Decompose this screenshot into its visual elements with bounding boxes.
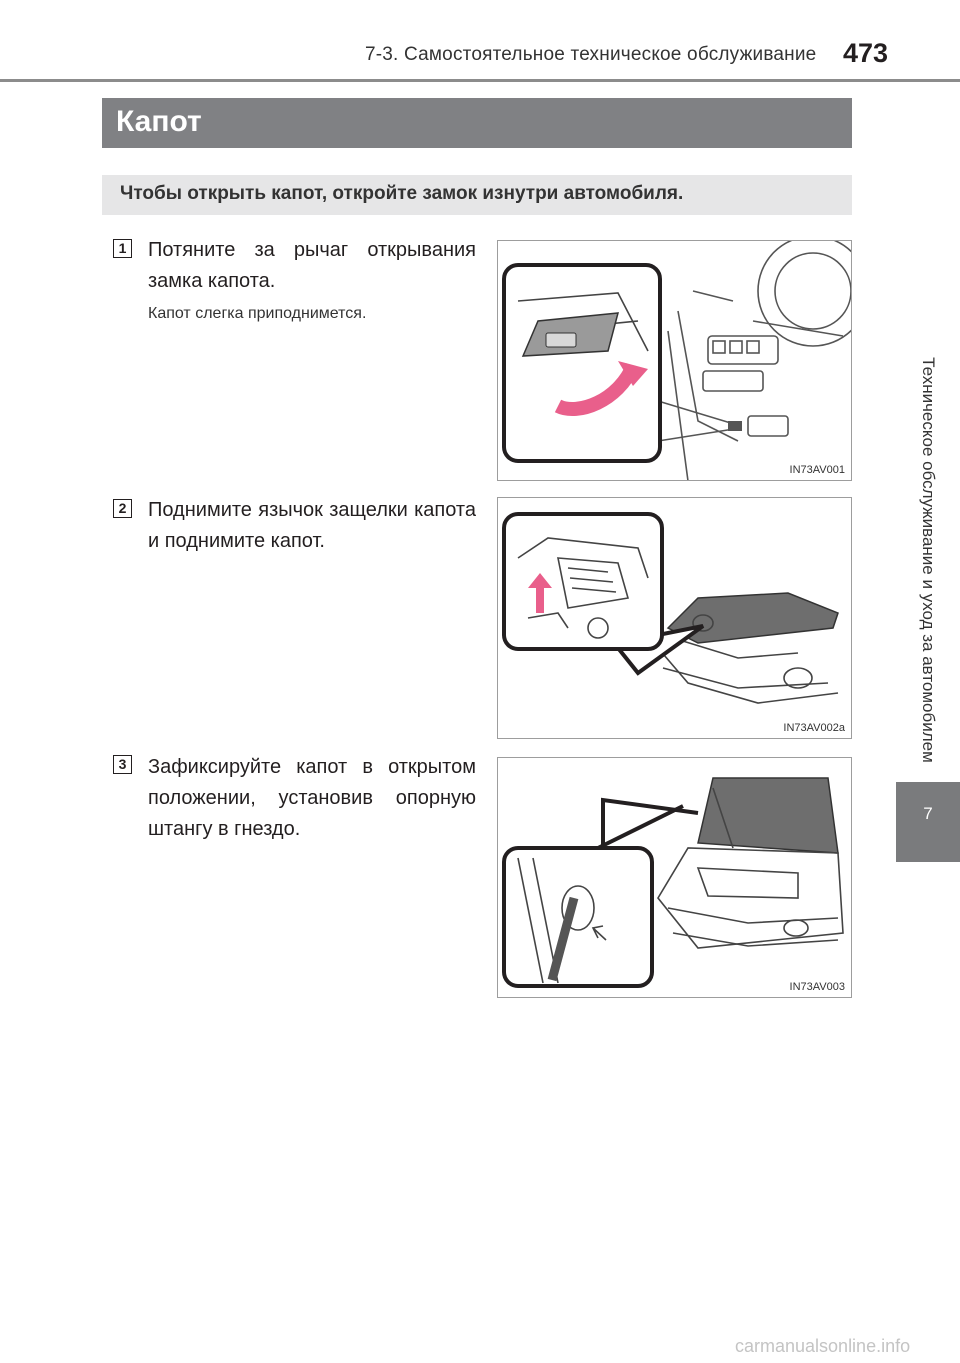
figure-code-3: IN73AV003: [789, 981, 845, 993]
hood-latch-illustration: [498, 498, 852, 739]
header-rule: [0, 79, 960, 82]
step-text-1: Потяните за рычаг открывания замка капота.: [148, 239, 476, 292]
hood-support-rod-illustration: [498, 758, 852, 998]
step-note-1: Капот слегка приподнимется.: [148, 305, 367, 322]
step-number-1: 1: [113, 239, 132, 258]
step-number-3: 3: [113, 755, 132, 774]
watermark: carmanualsonline.info: [735, 1336, 911, 1356]
chapter-side-title: [896, 340, 960, 780]
section-title: Капот: [116, 105, 202, 138]
step-text-3: Зафиксируйте капот в открытом положении, установив опорную штангу в гнездо.: [148, 756, 476, 840]
step-text-2: Поднимите язычок защелки капота и поднимите капот.: [148, 499, 476, 552]
figure-3: [497, 757, 852, 998]
hood-release-lever-illustration: [498, 241, 852, 481]
chapter-side-title-text: Техническое обслуживание и уход за автомобилем: [919, 357, 938, 763]
section-subtitle: Чтобы открыть капот, откройте замок изнутри автомобиля.: [120, 183, 684, 204]
figure-code-2: IN73AV002a: [783, 722, 845, 734]
figure-code-1: IN73AV001: [789, 464, 845, 476]
figure-1: [497, 240, 852, 481]
section-title-bar: [102, 98, 852, 148]
page-number: 473: [843, 38, 889, 68]
header-section-title: 7-3. Самостоятельное техническое обслуживание: [365, 44, 817, 65]
step-number-2: 2: [113, 499, 132, 518]
chapter-tab-number: 7: [923, 804, 933, 823]
section-subtitle-bar: [102, 175, 852, 215]
figure-2: [497, 497, 852, 739]
chapter-tab[interactable]: [896, 782, 960, 862]
